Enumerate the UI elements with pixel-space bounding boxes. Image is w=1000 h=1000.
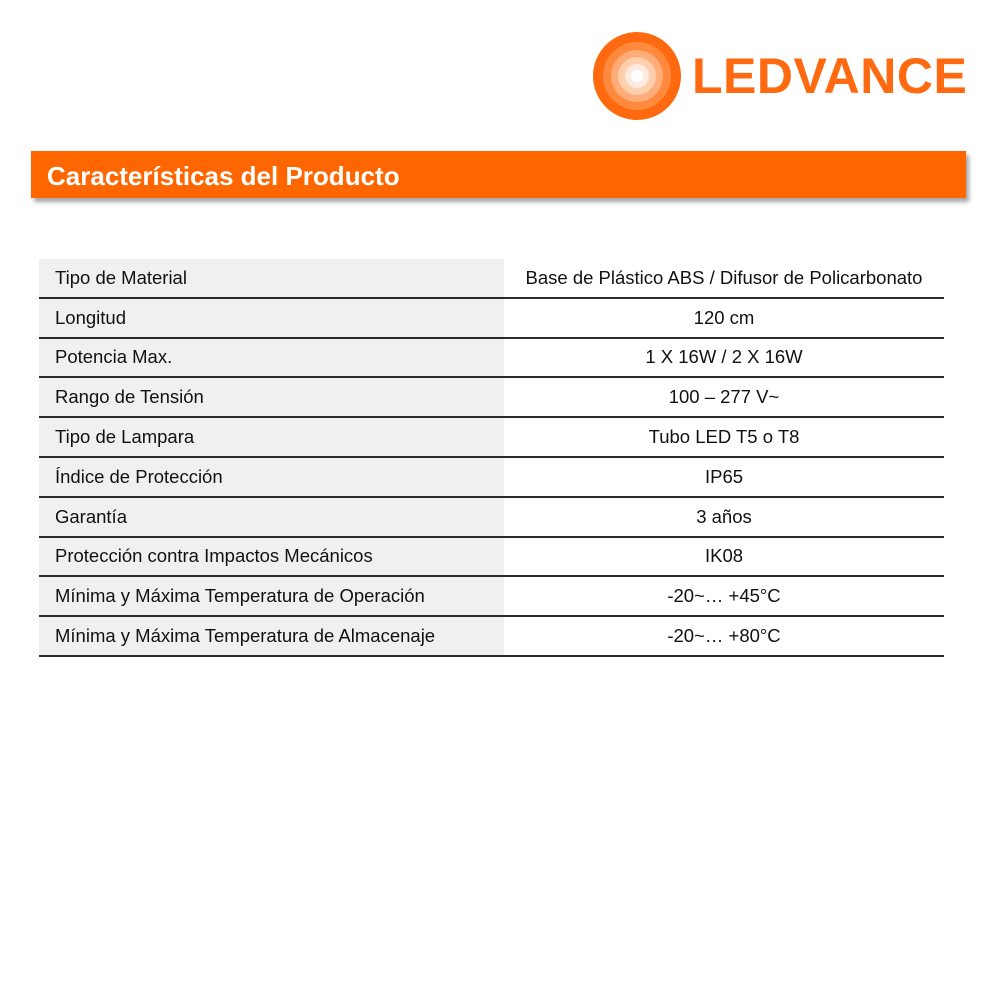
spec-label: Garantía — [39, 497, 504, 537]
spec-value: 1 X 16W / 2 X 16W — [504, 338, 944, 378]
spec-label: Mínima y Máxima Temperatura de Operación — [39, 576, 504, 616]
table-row — [39, 457, 944, 497]
spec-value: IP65 — [504, 457, 944, 497]
table-row — [39, 576, 944, 616]
spec-value: 100 – 277 V~ — [504, 377, 944, 417]
table-row — [39, 537, 944, 577]
spec-value: Tubo LED T5 o T8 — [504, 417, 944, 457]
table-row — [39, 497, 944, 537]
brand-logo — [592, 31, 967, 121]
spec-value: 3 años — [504, 497, 944, 537]
spec-label: Tipo de Material — [39, 259, 504, 298]
spec-label: Tipo de Lampara — [39, 417, 504, 457]
table-row — [39, 338, 944, 378]
spec-label: Mínima y Máxima Temperatura de Almacenaje — [39, 616, 504, 656]
spec-value: IK08 — [504, 537, 944, 577]
section-title: Características del Producto — [47, 161, 400, 191]
spec-value: -20~… +45°C — [504, 576, 944, 616]
table-row — [39, 298, 944, 338]
spec-label: Protección contra Impactos Mecánicos — [39, 537, 504, 577]
spec-value: -20~… +80°C — [504, 616, 944, 656]
spec-value: Base de Plástico ABS / Difusor de Policarbonato — [504, 259, 944, 298]
spec-value: 120 cm — [504, 298, 944, 338]
ledvance-ring-icon — [592, 31, 682, 121]
spec-label: Longitud — [39, 298, 504, 338]
spec-label: Rango de Tensión — [39, 377, 504, 417]
section-banner — [31, 151, 966, 198]
table-row — [39, 259, 944, 298]
table-row — [39, 417, 944, 457]
spec-label: Potencia Max. — [39, 338, 504, 378]
table-row — [39, 377, 944, 417]
brand-name: LEDVANCE — [692, 48, 968, 104]
spec-label: Índice de Protección — [39, 457, 504, 497]
table-row — [39, 616, 944, 656]
spec-table — [39, 259, 944, 657]
